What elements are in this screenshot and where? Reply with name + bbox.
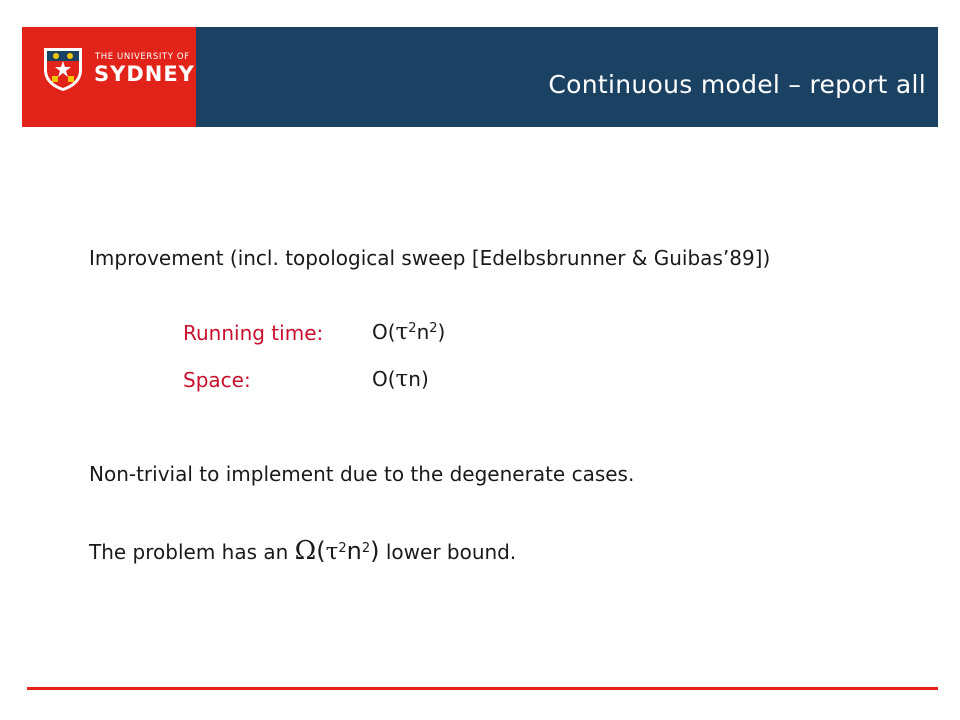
space-label: Space: xyxy=(183,368,251,392)
improvement-text: Improvement (incl. topological sweep [Edelbsbrunner & Guibas’89]) xyxy=(89,246,771,270)
logo-university-text: THE UNIVERSITY OF xyxy=(95,52,190,62)
lower-bound-text: The problem has an $\Omega(\tau^2n^2)$ lower bound. xyxy=(89,536,517,566)
footer-divider xyxy=(27,687,938,690)
nontrivial-text: Non-trivial to implement due to the degenerate cases. xyxy=(89,462,635,486)
running-time-label: Running time: xyxy=(183,321,324,345)
slide-title: Continuous model – report all xyxy=(548,70,926,99)
running-time-value: $O(\tau^2n^2)$ xyxy=(372,319,446,345)
crest-icon xyxy=(42,46,84,92)
space-value: O(τn) xyxy=(372,366,429,392)
logo-sydney-text: SYDNEY xyxy=(94,62,195,86)
